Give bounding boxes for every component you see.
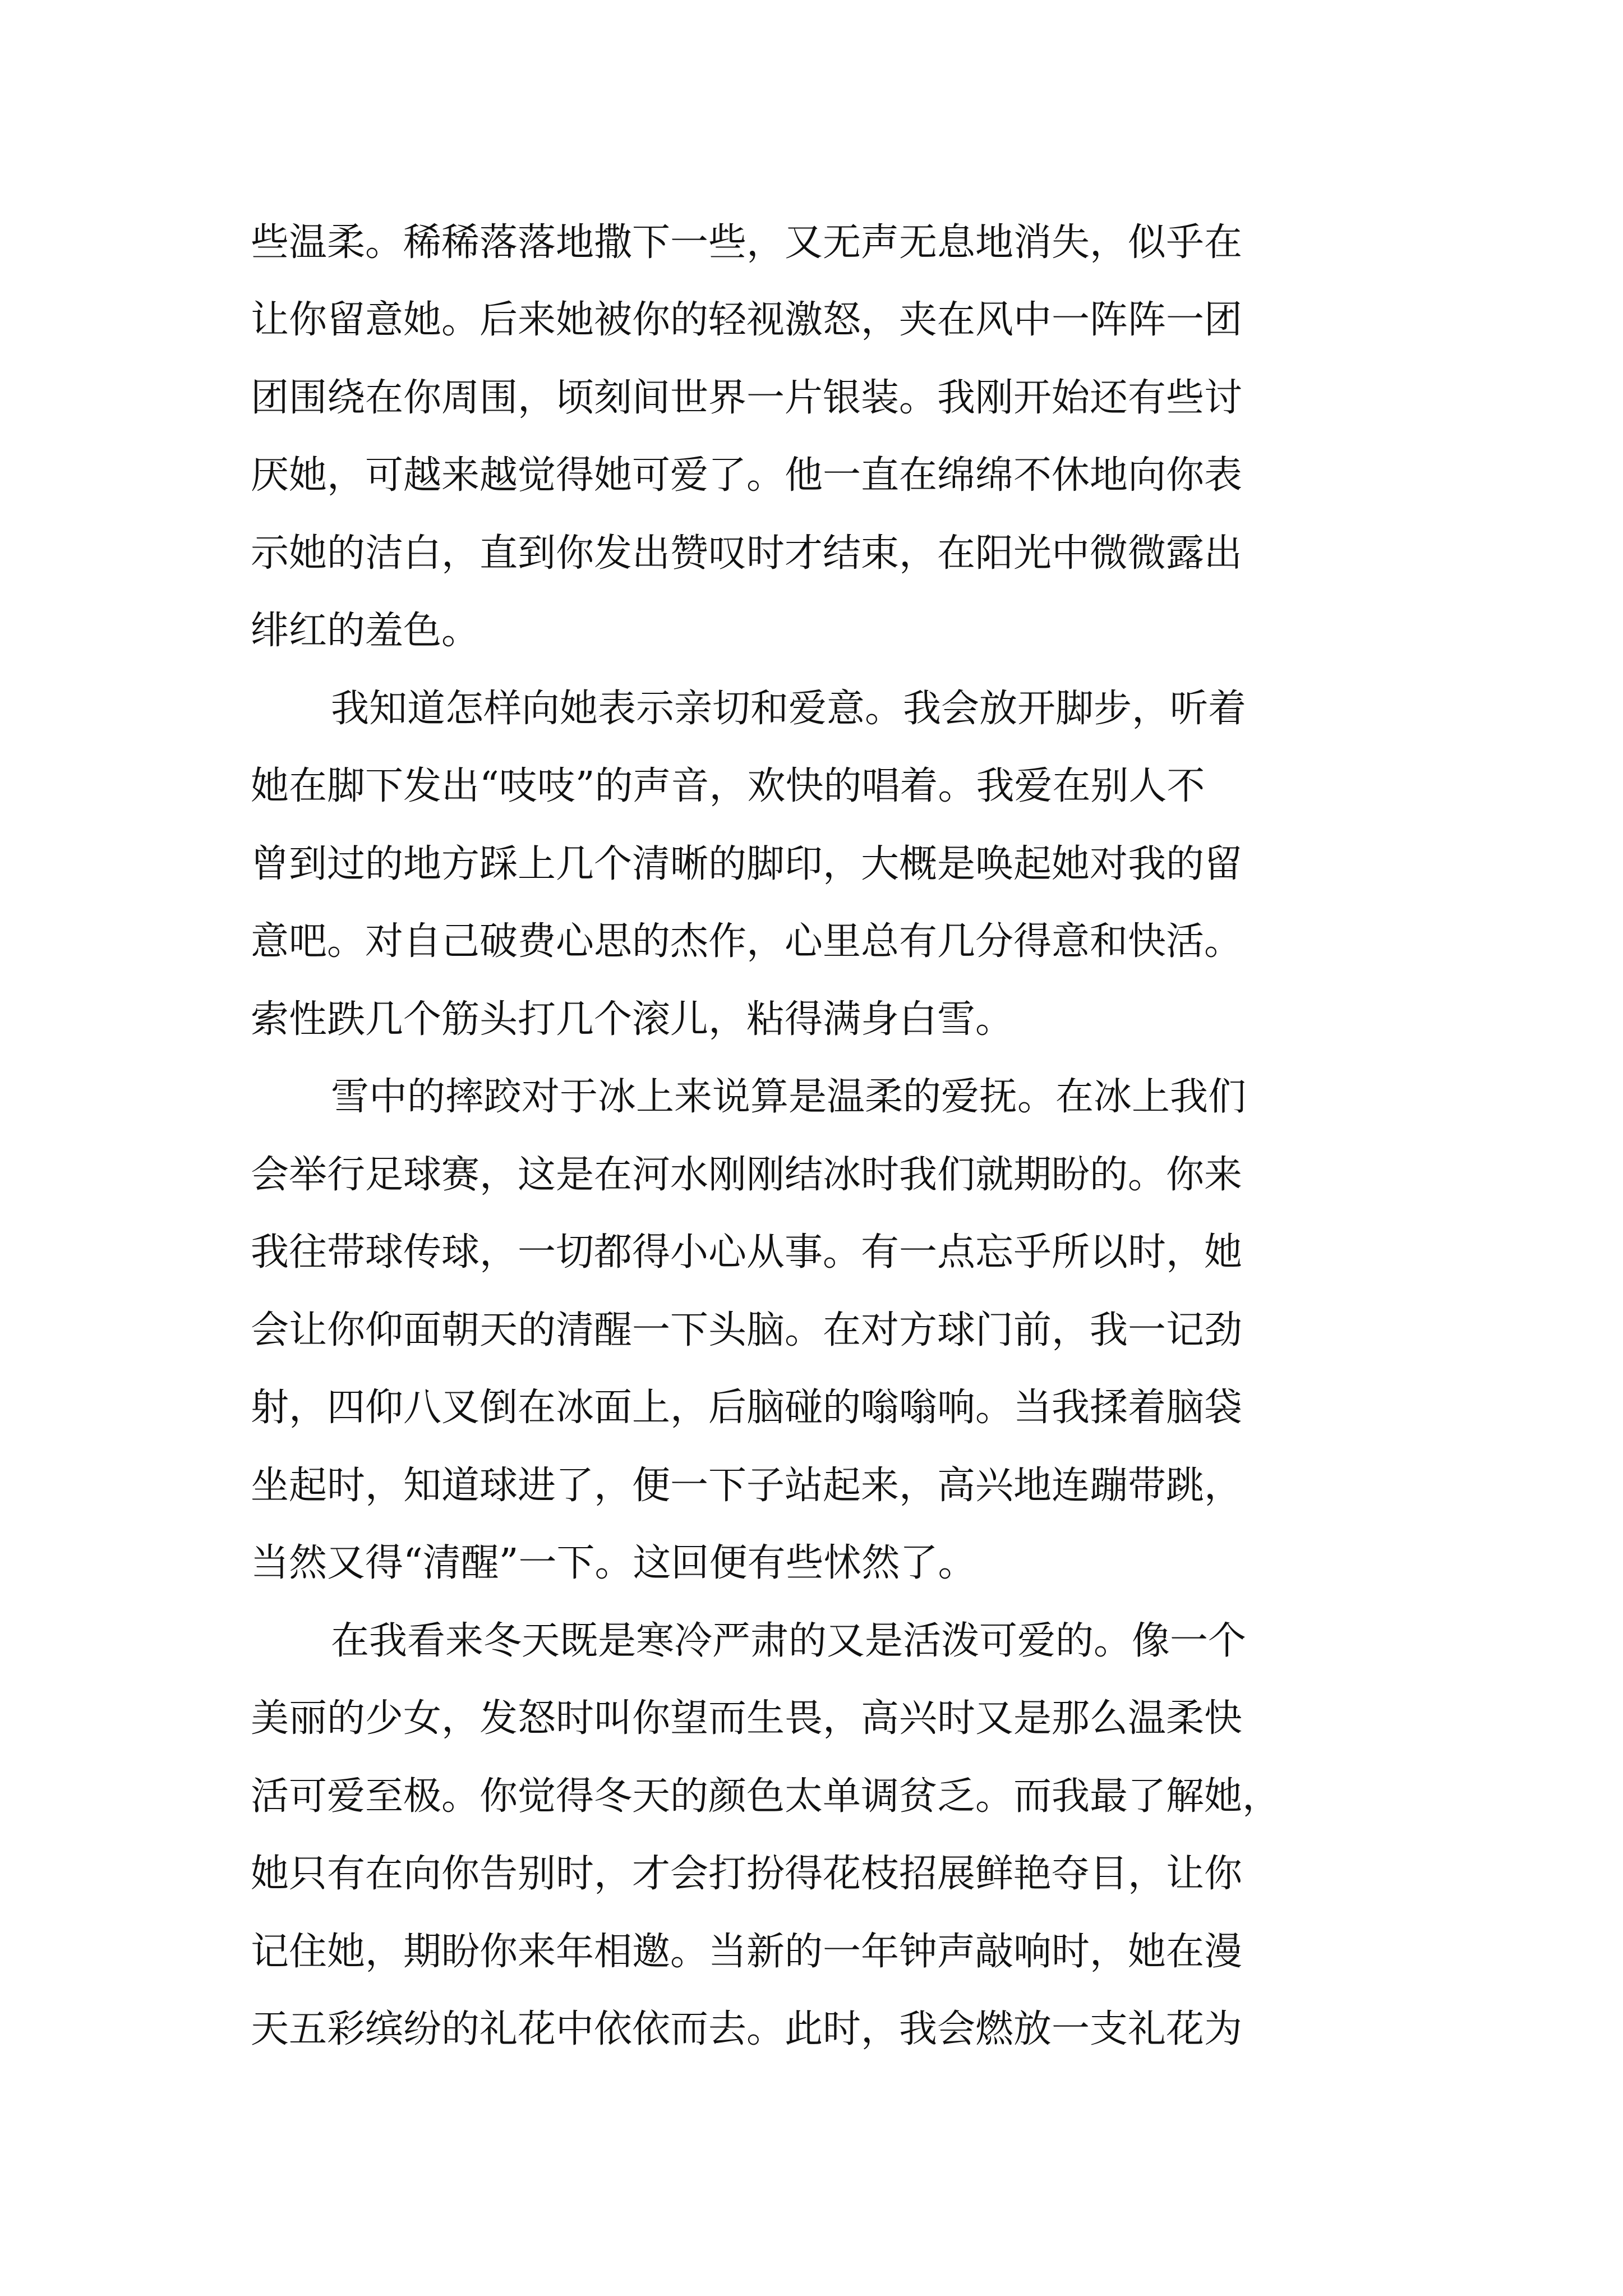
text-line: 会举行足球赛，这是在河水刚刚结冰时我们就期盼的。你来 [251, 1153, 1243, 1197]
text-line: 坐起时，知道球进了，便一下子站起来，高兴地连蹦带跳， [251, 1464, 1243, 1508]
text-line: 会让你仰面朝天的清醒一下头脑。在对方球门前，我一记劲 [251, 1308, 1243, 1352]
text-line: 当然又得“清醒”一下。这回便有些怵然了。 [251, 1541, 976, 1585]
text-line: 索性跌几个筋头打几个滚儿，粘得满身白雪。 [251, 997, 1014, 1042]
text-line: 意吧。对自己破费心思的杰作，心里总有几分得意和快活。 [251, 919, 1243, 964]
text-line: 我知道怎样向她表示亲切和爱意。我会放开脚步，听着 [331, 687, 1247, 731]
text-line: 天五彩缤纷的礼花中依依而去。此时，我会燃放一支礼花为 [251, 2007, 1243, 2051]
text-line: 绯红的羞色。 [251, 609, 480, 653]
text-line: 些温柔。稀稀落落地撒下一些，又无声无息地消失，似乎在 [251, 220, 1243, 265]
text-line: 雪中的摔跤对于冰上来说算是温柔的爱抚。在冰上我们 [331, 1075, 1247, 1119]
text-line: 曾到过的地方踩上几个清晰的脚印，大概是唤起她对我的留 [251, 842, 1243, 886]
text-line: 记住她，期盼你来年相邀。当新的一年钟声敲响时，她在漫 [251, 1930, 1243, 1974]
text-line: 射，四仰八叉倒在冰面上，后脑碰的嗡嗡响。当我揉着脑袋 [251, 1386, 1243, 1430]
text-line: 在我看来冬天既是寒冷严肃的又是活泼可爱的。像一个 [331, 1619, 1247, 1663]
text-line: 厌她，可越来越觉得她可爱了。他一直在绵绵不休地向你表 [251, 453, 1243, 498]
text-line: 我往带球传球，一切都得小心从事。有一点忘乎所以时，她 [251, 1230, 1243, 1274]
text-line: 让你留意她。后来她被你的轻视激怒，夹在风中一阵阵一团 [251, 298, 1243, 342]
text-line: 示她的洁白，直到你发出赞叹时才结束，在阳光中微微露出 [251, 531, 1243, 576]
text-line: 她在脚下发出“吱吱”的声音，欢快的唱着。我爱在别人不 [251, 764, 1205, 808]
text-line: 她只有在向你告别时，才会打扮得花枝招展鲜艳夺目，让你 [251, 1852, 1243, 1896]
text-line: 活可爱至极。你觉得冬天的颜色太单调贫乏。而我最了解她， [251, 1774, 1281, 1819]
text-line: 团围绕在你周围，顷刻间世界一片银装。我刚开始还有些讨 [251, 376, 1243, 420]
text-line: 美丽的少女，发怒时叫你望而生畏，高兴时又是那么温柔快 [251, 1696, 1243, 1741]
